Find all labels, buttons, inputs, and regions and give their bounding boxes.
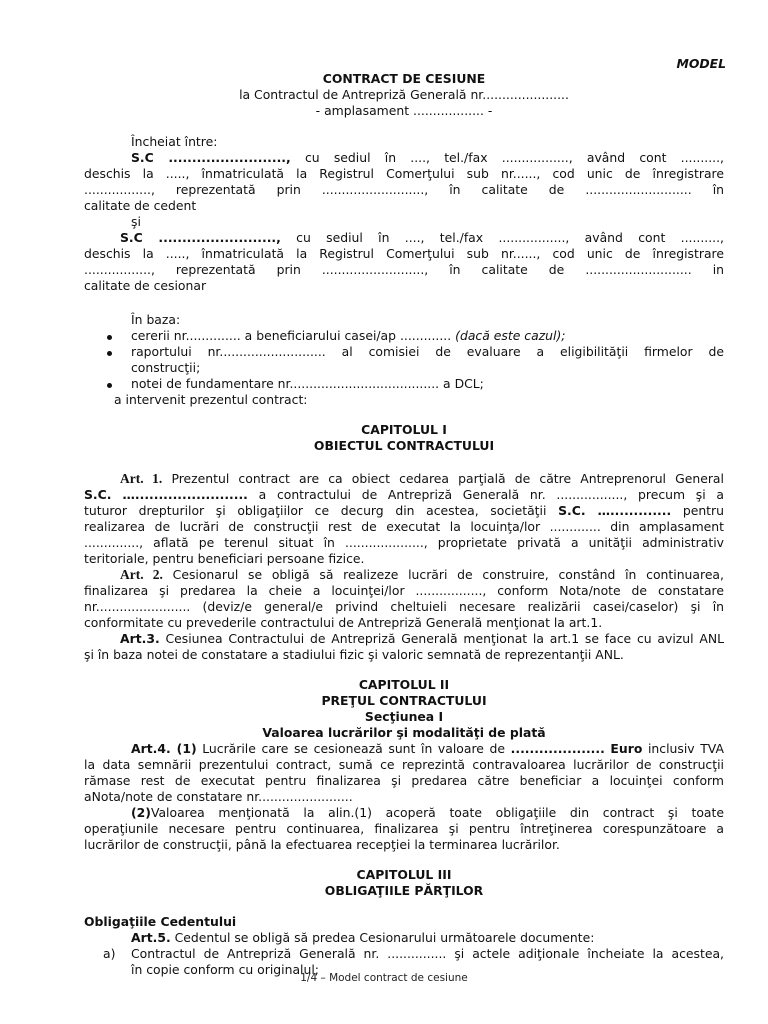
party1-line2: deschis la ....., înmatriculată la Registrul Comerţului sub nr......, cod unic de înregistrare	[84, 166, 724, 181]
art4-line1	[131, 741, 724, 757]
model-label: MODEL	[676, 56, 726, 71]
art1-line3-end: pentru	[682, 503, 724, 518]
art2-line4: conformitate cu prevederile contractului de Antrepriză Generală menţionat la art.1.	[84, 615, 603, 630]
chapter3-heading: CAPITOLUL III	[356, 867, 452, 882]
art3-line2: şi în baza notei de constatare a stadiului fizic şi valoric semnată de reprezentanţii ANL.	[84, 647, 624, 662]
art2-text: Cesionarul se obligă să realizeze lucrări de construire, constând în continuarea,	[172, 567, 724, 582]
art4-2-line3: lucrărilor de construcţii, până la efectuarea recepţiei la terminarea lucrărilor.	[84, 837, 560, 852]
party1-line3: ................., reprezentată prin .........................., în calitate de ........................... în	[84, 182, 724, 197]
art1-line3-text: tuturor drepturilor şi obligaţiilor ce decurg din acestea, societăţii	[84, 503, 547, 518]
basis-closing: a intervenit prezentul contract:	[114, 392, 308, 407]
art4-line3: rămase rest de executat pentru finalizarea şi predarea către beneficiar a locuinţei conform	[84, 773, 724, 788]
section1-title: Valoarea lucrărilor şi modalităţi de plată	[262, 725, 546, 740]
amplasament-line: - amplasament .................. -	[315, 103, 493, 118]
art5-label: Art.5.	[131, 930, 171, 945]
art1-text: Prezentul contract are ca obiect cedarea parţială de către Antreprenorul General	[171, 471, 724, 486]
party2-line1	[120, 230, 724, 246]
art4-value-blank: ....................	[510, 741, 605, 756]
contract-subtitle: la Contractul de Antrepriză Generală nr......................	[239, 87, 569, 102]
contract-title: CONTRACT DE CESIUNE	[322, 71, 486, 86]
art4-2-line2: operaţiunile necesare pentru continuarea, finalizarea şi pentru întreţinerea corespunzătoare a	[84, 821, 724, 836]
basis-item2-line1: raportului nr........................... al comisiei de evaluare a eligibilităţii firmelor de	[131, 344, 724, 359]
art4-2-text: Valoarea menţionată la alin.(1) acoperă toate obligaţiile din contract şi toate	[150, 805, 724, 820]
art1-sc: S.C. …........................	[84, 487, 248, 502]
basis-item1-text: cererii nr.............. a beneficiarului casei/ap .............	[131, 328, 452, 343]
art5-line1	[131, 930, 594, 946]
art1-sc2: S.C. ….............	[558, 503, 672, 518]
art2-label: Art. 2.	[120, 567, 163, 582]
chapter3-title: OBLIGAŢIILE PĂRŢILOR	[324, 883, 484, 898]
bullet-icon	[107, 383, 112, 388]
basis-item1-note: (dacă este cazul);	[455, 328, 566, 343]
party1-line1	[131, 150, 724, 166]
party2-details: cu sediul în ...., tel./fax ................., având cont ..........,	[296, 230, 724, 245]
art2-line3: nr........................ (deviz/e general/e privind cheltuieli necesare realizării casei/caselor) şi în	[84, 599, 724, 614]
party2-line2: deschis la ....., înmatriculată la Registrul Comerţului sub nr......, cod unic de înregistrare	[84, 246, 724, 261]
art3-text: Cesiunea Contractului de Antrepriză Generală menţionat la art.1 se face cu avizul ANL	[165, 631, 724, 646]
page-footer: 1/4 – Model contract de cesiune	[300, 972, 468, 984]
art1-line2-text: a contractului de Antrepriză Generală nr. ................., precum şi a	[258, 487, 724, 502]
party1-details: cu sediul în ...., tel./fax ................., având cont ..........,	[304, 150, 724, 165]
art3-label: Art.3.	[120, 631, 160, 646]
art1-line3	[84, 503, 724, 519]
si-connector: şi	[131, 214, 141, 229]
art2-line1	[120, 567, 724, 583]
art2-line2: finalizarea şi predarea la cheie a locuinţei/lor ................., conform Nota/note de constatare	[84, 583, 724, 598]
art4-2-line1	[131, 805, 724, 821]
party1-sc: S.C .........................,	[131, 150, 291, 165]
art1-line2	[84, 487, 724, 503]
art4-currency: Euro	[610, 741, 643, 756]
incheiat-intre: Încheiat între:	[131, 134, 218, 149]
basis-item2-line2: construcţii;	[131, 360, 201, 375]
basis-item3: notei de fundamentare nr...................................... a DCL;	[131, 376, 484, 391]
art1-line4: realizarea de lucrări de construcţii rest de executat la locuinţa/lor ............. din amplasament	[84, 519, 724, 534]
art4-line4: aNota/note de constatare nr........................	[84, 789, 353, 804]
art1-line6: teritoriale, pentru beneficiari persoane fizice.	[84, 551, 365, 566]
item-a-label: a)	[103, 946, 116, 961]
party2-line3: ................., reprezentată prin .........................., în calitate de ........................... in	[84, 262, 724, 277]
chapter1-heading: CAPITOLUL I	[361, 422, 447, 437]
art3-line1	[120, 631, 724, 647]
art4-line2: la data semnării prezentului contract, sumă ce reprezintă contravaloarea lucrărilor de construcţii	[84, 757, 724, 772]
art4-label: Art.4. (1)	[131, 741, 197, 756]
art1-line5: .............., aflată pe terenul situat în ...................., proprietate privată a unităţii administrativ	[84, 535, 724, 550]
basis-item1	[131, 328, 565, 344]
art4-vat: inclusiv TVA	[647, 741, 724, 756]
bullet-icon	[107, 335, 112, 340]
chapter2-heading: CAPITOLUL II	[358, 677, 450, 692]
party2-line4: calitate de cesionar	[84, 278, 207, 293]
bullet-icon	[107, 351, 112, 356]
party1-line4: calitate de cedent	[84, 198, 197, 213]
section1-heading: Secţiunea I	[364, 709, 444, 724]
art4-text: Lucrările care se cesionează sunt în valoare de	[202, 741, 506, 756]
art5-text: Cedentul se obligă să predea Cesionarului următoarele documente:	[174, 930, 595, 945]
art4-2-label: (2)	[131, 805, 151, 820]
item-a-line2: în copie conform cu originalul;	[131, 962, 319, 977]
party2-sc: S.C .........................,	[120, 230, 281, 245]
item-a-line1: Contractul de Antrepriză Generală nr. ............... şi actele adiţionale încheiate la acestea,	[131, 946, 724, 961]
chapter2-title: PREŢUL CONTRACTULUI	[321, 693, 487, 708]
chapter1-title: OBIECTUL CONTRACTULUI	[313, 438, 495, 453]
art1-line1	[120, 471, 724, 487]
cedent-obligations-heading: Obligaţiile Cedentului	[84, 914, 237, 929]
art1-label: Art. 1.	[120, 471, 163, 486]
in-baza: În baza:	[131, 312, 181, 327]
